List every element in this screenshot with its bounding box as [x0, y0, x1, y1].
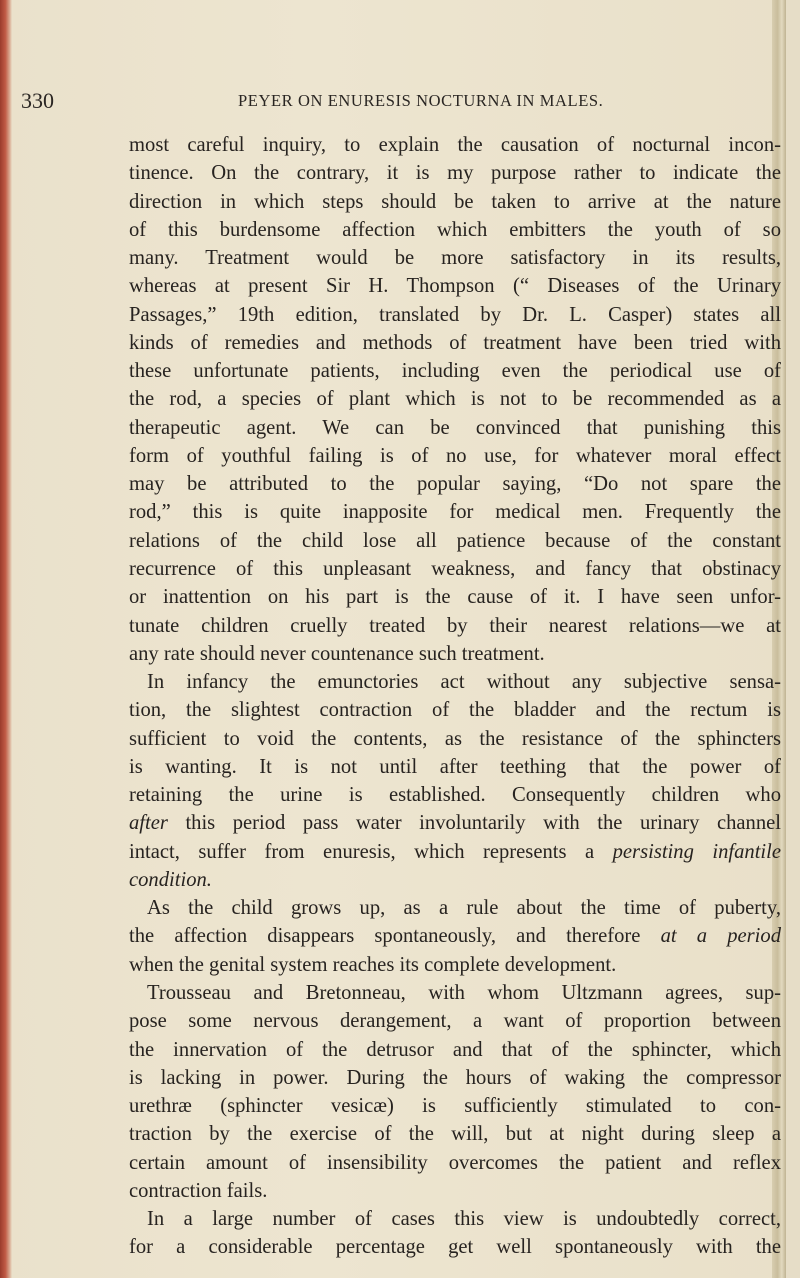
text-line: In a large number of cases this view is undoubtedly correct,: [147, 1208, 781, 1231]
text-line: In infancy the emunctories act without any subjective sensa-: [147, 671, 781, 694]
text-line: As the child grows up, as a rule about the time of puberty,: [147, 897, 781, 920]
text-line: traction by the exercise of the will, but at night during sleep a: [129, 1123, 781, 1146]
text-line: recurrence of this unpleasant weakness, and fancy that obstinacy: [129, 557, 781, 580]
text-line: most careful inquiry, to explain the causation of nocturnal incon-: [129, 134, 781, 156]
page-header: [0, 88, 786, 114]
text-line: is wanting. It is not until after teething that the power of: [129, 755, 781, 778]
text-line: after this period pass water involuntarily with the urinary channel: [129, 812, 781, 835]
text-line: Passages,” 19th edition, translated by Dr. L. Casper) states all: [129, 303, 781, 326]
text-line: contraction fails.: [129, 1179, 268, 1202]
text-line: many. Treatment would be more satisfactory in its results,: [129, 247, 781, 270]
text-line: these unfortunate patients, including even the periodical use of: [129, 360, 781, 383]
text-line: Trousseau and Bretonneau, with whom Ultzmann agrees, sup-: [147, 981, 781, 1004]
text-line: pose some nervous derangement, a want of proportion between: [129, 1010, 781, 1033]
text-line: tion, the slightest contraction of the bladder and the rectum is: [129, 699, 781, 722]
binding-edge: [0, 0, 12, 1278]
text-line: direction in which steps should be taken to arrive at the nature: [129, 190, 781, 213]
text-line: tinence. On the contrary, it is my purpose rather to indicate the: [129, 162, 781, 185]
text-line: urethræ (sphincter vesicæ) is sufficiently stimulated to con-: [129, 1095, 781, 1118]
page-number: 330: [21, 88, 54, 113]
text-line: intact, suffer from enuresis, which represents a persisting infantile: [129, 840, 781, 863]
text-line: or inattention on his part is the cause of it. I have seen unfor-: [129, 586, 781, 609]
text-line: the innervation of the detrusor and that of the sphincter, which: [129, 1038, 781, 1061]
body-text: [129, 131, 781, 1262]
text-line: any rate should never countenance such treatment.: [129, 642, 545, 665]
text-line: therapeutic agent. We can be convinced that punishing this: [129, 416, 781, 439]
text-line: for a considerable percentage get well spontaneously with the: [129, 1236, 781, 1259]
text-line: relations of the child lose all patience because of the constant: [129, 529, 781, 552]
text-line: whereas at present Sir H. Thompson (“ Diseases of the Urinary: [129, 275, 781, 298]
text-line: tunate children cruelly treated by their nearest relations—we at: [129, 614, 781, 637]
text-line: may be attributed to the popular saying, “Do not spare the: [129, 473, 781, 496]
text-line: of this burdensome affection which embitters the youth of so: [129, 218, 781, 241]
text-line: form of youthful failing is of no use, for whatever moral effect: [129, 444, 781, 467]
text-line: the affection disappears spontaneously, and therefore at a period: [129, 925, 781, 948]
text-line: sufficient to void the contents, as the resistance of the sphincters: [129, 727, 781, 750]
text-line: certain amount of insensibility overcomes the patient and reflex: [129, 1151, 781, 1174]
text-line: rod,” this is quite inapposite for medical men. Frequently the: [129, 501, 781, 524]
text-line: condition.: [129, 868, 212, 891]
text-line: kinds of remedies and methods of treatment have been tried with: [129, 331, 781, 354]
text-line: the rod, a species of plant which is not to be recommended as a: [129, 388, 781, 411]
text-line: is lacking in power. During the hours of waking the compressor: [129, 1066, 781, 1089]
text-line: when the genital system reaches its complete development.: [129, 953, 617, 976]
running-title: PEYER ON ENURESIS NOCTURNA IN MALES.: [238, 91, 604, 110]
text-line: retaining the urine is established. Consequently children who: [129, 784, 781, 807]
